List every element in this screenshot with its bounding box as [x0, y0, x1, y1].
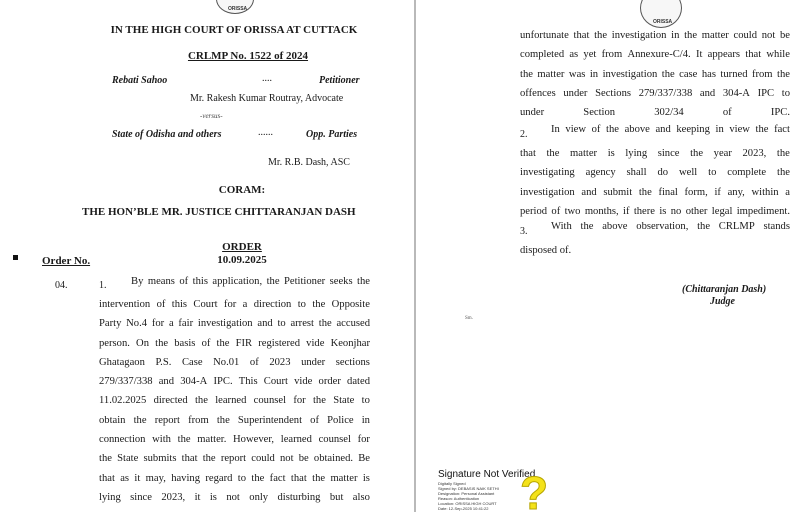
- text-line: connection with the matter. However, learned counsel for: [99, 434, 370, 446]
- justice-name: THE HON’BLE MR. JUSTICE CHITTARANJAN DASH: [82, 206, 356, 218]
- text-line: offences under Sections 279/337/338 and 304-A IPC to: [520, 87, 790, 99]
- signature-status[interactable]: Signature Not Verified: [438, 469, 536, 480]
- question-mark-icon[interactable]: ?: [520, 467, 549, 519]
- para3-number: 3.: [520, 226, 528, 237]
- text-line: period of two months, if there is no other legal impediment.: [520, 205, 790, 217]
- respondent-label: Opp. Parties: [306, 129, 358, 140]
- judge-name: (Chittaranjan Dash): [682, 284, 767, 295]
- signature-detail-line: Signed by: DEBASIS NAIK SETHI: [438, 486, 499, 491]
- dots: ......: [258, 127, 273, 138]
- order-date: 10.09.2025: [217, 254, 267, 266]
- order-no-label: Order No.: [42, 255, 91, 267]
- text-line: completed as yet from Annexure-C/4. It appears that while: [520, 49, 790, 61]
- signature-detail-line: Reason: Authentication: [438, 496, 480, 501]
- case-number: CRLMP No. 1522 of 2024: [187, 50, 309, 62]
- text-line: person. On the basis of the FIR registered vide Keonjhar: [99, 337, 370, 349]
- text-line: 279/337/338 and 304-A IPC. This Court vide order dated: [99, 376, 370, 388]
- right-page: [416, 0, 800, 512]
- bullet-marker: [13, 255, 18, 260]
- emblem-label: ORISSA: [228, 6, 248, 12]
- para3-first-line: With the above observation, the CRLMP stands: [551, 221, 790, 232]
- petitioner-name: Rebati Sahoo: [112, 75, 168, 86]
- text-line: that the matter is lying since the year 2023, the: [520, 148, 790, 159]
- para3-last-line: disposed of.: [520, 245, 572, 256]
- text-line: that as it may, having regard to the fact that the matter is: [99, 472, 370, 484]
- para1-first-line: By means of this application, the Petitioner seeks the: [131, 276, 370, 287]
- text-line: the matter was in investigation the case has turned from the: [520, 68, 790, 80]
- judge-title: Judge: [710, 296, 735, 307]
- court-heading: IN THE HIGH COURT OF ORISSA AT CUTTACK: [110, 24, 358, 36]
- para2-number: 2.: [520, 129, 528, 140]
- text-line: unfortunate that the investigation in the matter could not be: [520, 30, 790, 41]
- text-line: the State submits that the report could not be obtained. Be: [99, 453, 370, 465]
- respondent-name: State of Odisha and others: [112, 129, 222, 140]
- para2-first-line: In view of the above and keeping in view the fact: [551, 124, 790, 135]
- text-line: lying since 2023, it is not only disturbing but also: [99, 491, 370, 503]
- text-line: obtain the report from the Superintendent of Police in: [99, 414, 370, 426]
- text-line: investigation and submit the final form, if any, within a: [520, 186, 790, 198]
- para1-number: 1.: [99, 280, 107, 291]
- signature-detail-line: Designation: Personal Assistant: [438, 491, 495, 496]
- para1-continuation: [520, 26, 790, 122]
- order-heading: ORDER: [222, 241, 262, 253]
- signature-detail-line: Date: 12-Sep-2025 10:41:22: [438, 506, 489, 511]
- para2-body: [520, 144, 790, 221]
- petitioner-counsel: Mr. Rakesh Kumar Routray, Advocate: [190, 93, 344, 104]
- signature-detail-line: Digitally Signed: [438, 481, 466, 486]
- dots: ....: [262, 73, 272, 84]
- text-line: Party No.4 for a fair investigation and to arrest the accused: [99, 318, 370, 330]
- order-serial: 04.: [55, 280, 68, 291]
- coram-label: CORAM:: [218, 184, 266, 196]
- respondent-counsel: Mr. R.B. Dash, ASC: [268, 157, 350, 168]
- emblem-label: ORISSA: [653, 19, 673, 25]
- versus-label: -versus-: [200, 112, 223, 120]
- signature-detail-line: Location: ORISSA HIGH COURT: [438, 501, 497, 506]
- text-line: 11.02.2025 directed the learned counsel for the State to: [99, 395, 370, 407]
- text-line: investigating agency shall do well to complete the: [520, 167, 790, 179]
- petitioner-label: Petitioner: [319, 75, 360, 86]
- text-line: intervention of this Court for a direction to the Opposite: [99, 299, 370, 310]
- text-line: under Section 302/34 of IPC.: [520, 107, 790, 119]
- initials: Sm.: [465, 316, 473, 321]
- text-line: Ghatagaon P.S. Case No.01 of 2023 under sections: [99, 356, 370, 368]
- para1-body: [99, 295, 370, 507]
